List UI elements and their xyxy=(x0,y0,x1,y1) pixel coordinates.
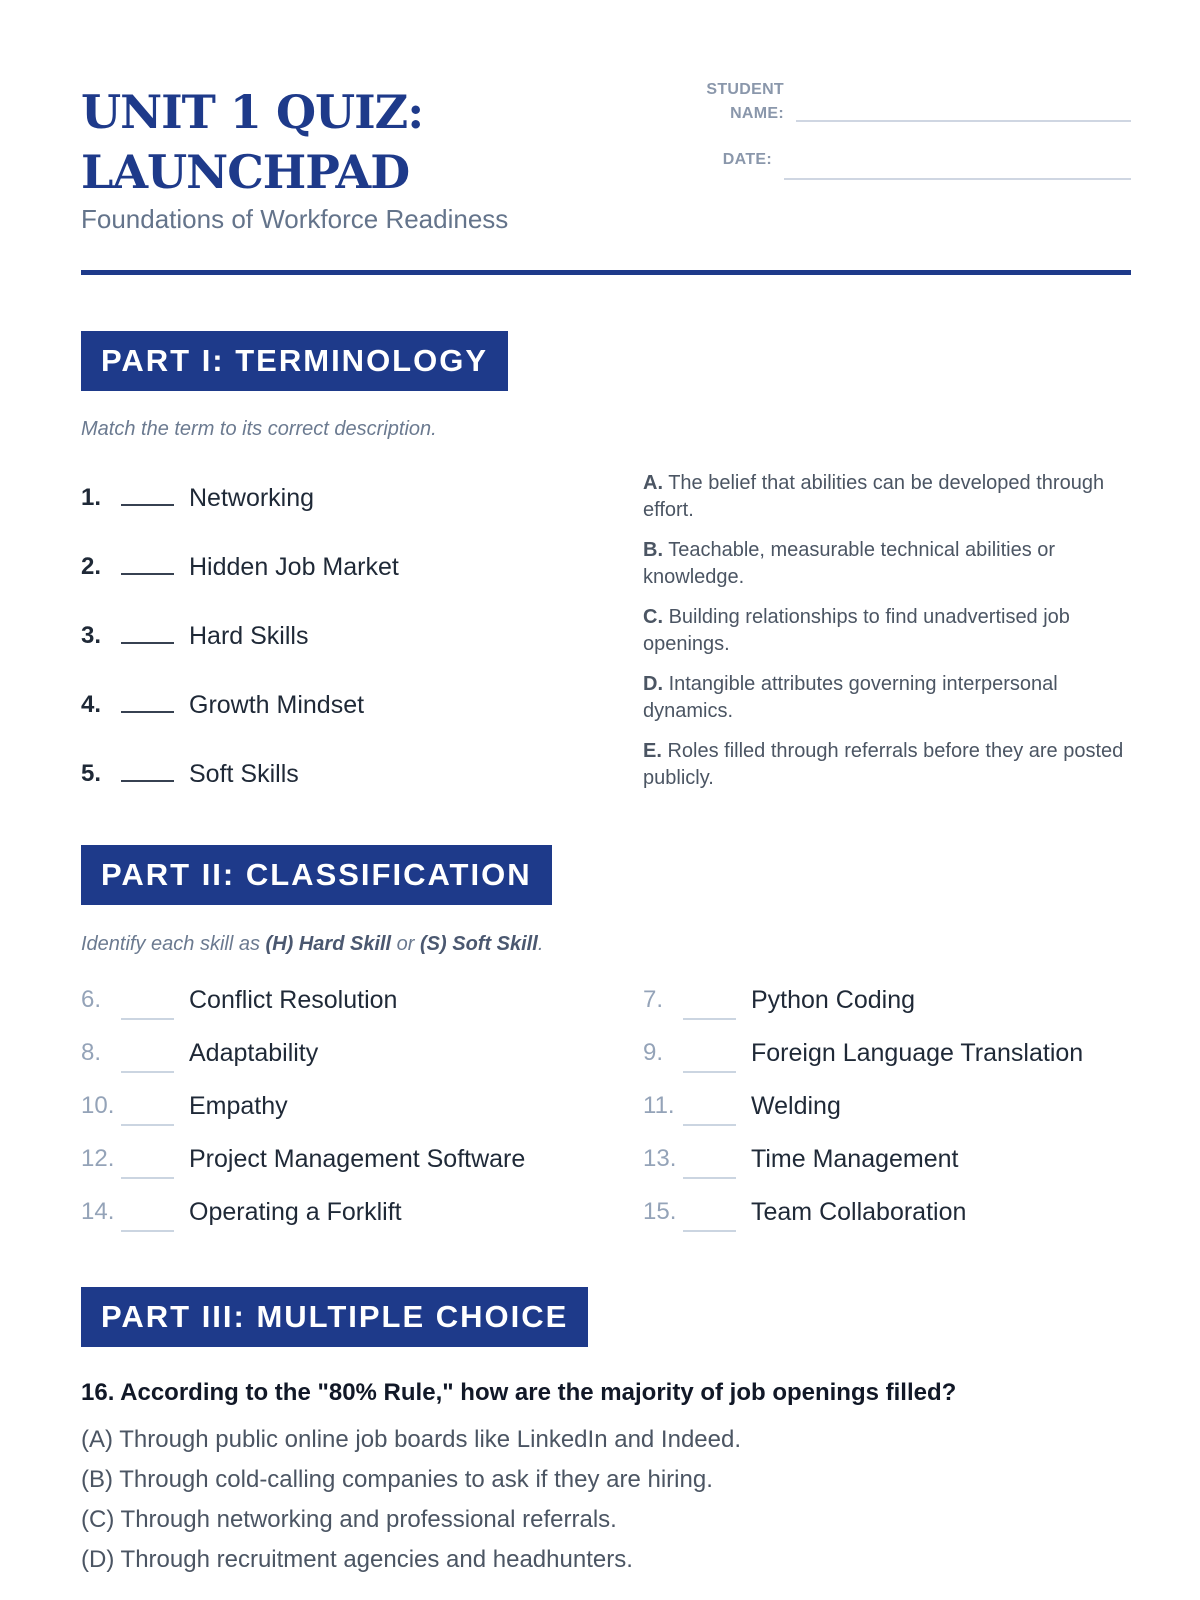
term-label: Hard Skills xyxy=(189,622,309,650)
quiz-title xyxy=(81,82,701,202)
skill-row xyxy=(643,1198,1123,1238)
date-label: DATE: xyxy=(722,151,772,168)
skill-label: Foreign Language Translation xyxy=(751,1039,1084,1067)
term-answer-blank[interactable] xyxy=(121,711,174,713)
instruction-prefix: Identify each skill as xyxy=(81,933,266,955)
skill-row xyxy=(81,1039,561,1079)
term-row xyxy=(81,618,601,658)
definition-text: Intangible attributes governing interpersonal dynamics. xyxy=(643,673,1058,722)
term-answer-blank[interactable] xyxy=(121,780,174,782)
question-16: 16. According to the "80% Rule," how are the majority of job openings filled? xyxy=(81,1379,957,1406)
term-label: Hidden Job Market xyxy=(189,553,399,581)
answer-option[interactable]: (D) Through recruitment agencies and headhunters. xyxy=(81,1546,633,1573)
skill-label: Welding xyxy=(751,1092,841,1120)
skill-number: 11. xyxy=(643,1092,675,1119)
term-row xyxy=(81,549,601,589)
skill-answer-blank[interactable] xyxy=(121,1124,174,1126)
skill-row xyxy=(643,986,1123,1026)
skill-label: Team Collaboration xyxy=(751,1198,967,1226)
skill-number: 8. xyxy=(81,1039,102,1066)
term-row xyxy=(81,480,601,520)
skill-number: 7. xyxy=(643,986,664,1013)
term-number: 3. xyxy=(81,622,102,649)
skill-label: Time Management xyxy=(751,1145,959,1173)
definition-item xyxy=(643,604,1131,658)
skill-row xyxy=(81,1092,561,1132)
definition-item xyxy=(643,738,1131,792)
definition-item xyxy=(643,671,1131,725)
answer-option[interactable]: (A) Through public online job boards like LinkedIn and Indeed. xyxy=(81,1426,741,1453)
term-answer-blank[interactable] xyxy=(121,504,174,506)
definition-text: Teachable, measurable technical abilities or knowledge. xyxy=(643,539,1056,588)
skill-label: Python Coding xyxy=(751,986,916,1014)
term-row xyxy=(81,687,601,727)
definition-letter: B. xyxy=(643,539,663,561)
answer-option[interactable]: (B) Through cold-calling companies to ask if they are hiring. xyxy=(81,1466,713,1493)
header-divider xyxy=(81,270,1131,275)
term-number: 4. xyxy=(81,691,102,718)
title-line-2: LAUNCHPAD xyxy=(81,145,410,199)
skill-label: Adaptability xyxy=(189,1039,319,1067)
instruction-or: or xyxy=(391,933,421,955)
part2-heading: PART II: CLASSIFICATION xyxy=(81,845,552,905)
quiz-subtitle: Foundations of Workforce Readiness xyxy=(81,204,509,234)
answer-option[interactable]: (C) Through networking and professional referrals. xyxy=(81,1506,617,1533)
term-number: 1. xyxy=(81,484,102,511)
part1-instruction: Match the term to its correct description. xyxy=(81,418,437,440)
skill-number: 9. xyxy=(643,1039,664,1066)
definition-letter: D. xyxy=(643,673,663,695)
definition-letter: C. xyxy=(643,606,663,628)
skill-answer-blank[interactable] xyxy=(121,1177,174,1179)
definition-letter: E. xyxy=(643,740,662,762)
skill-number: 10. xyxy=(81,1092,115,1119)
skill-label: Operating a Forklift xyxy=(189,1198,402,1226)
skill-label: Project Management Software xyxy=(189,1145,526,1173)
definition-text: Building relationships to find unadvertised job openings. xyxy=(643,606,1070,655)
skill-row xyxy=(81,1145,561,1185)
title-line-1: UNIT 1 QUIZ: xyxy=(81,85,424,139)
term-label: Soft Skills xyxy=(189,760,299,788)
skill-answer-blank[interactable] xyxy=(683,1071,736,1073)
skill-label: Conflict Resolution xyxy=(189,986,398,1014)
skill-label: Empathy xyxy=(189,1092,288,1120)
skill-row xyxy=(81,986,561,1026)
term-label: Networking xyxy=(189,484,315,512)
student-name-label-line-1: STUDENT xyxy=(706,81,784,98)
term-answer-blank[interactable] xyxy=(121,573,174,575)
skill-answer-blank[interactable] xyxy=(683,1124,736,1126)
part2-instruction xyxy=(81,933,543,956)
definition-text: Roles filled through referrals before they are posted publicly. xyxy=(643,740,1124,789)
quiz-page xyxy=(81,0,1131,1600)
instruction-suffix: . xyxy=(537,933,544,955)
skill-answer-blank[interactable] xyxy=(683,1230,736,1232)
skill-row xyxy=(643,1039,1123,1079)
student-name-label-line-2: NAME: xyxy=(730,105,784,122)
date-field[interactable] xyxy=(784,178,1131,180)
definition-letter: A. xyxy=(643,472,663,494)
part1-heading: PART I: TERMINOLOGY xyxy=(81,331,508,391)
definition-item xyxy=(643,537,1131,591)
part3-heading: PART III: MULTIPLE CHOICE xyxy=(81,1287,588,1347)
skill-answer-blank[interactable] xyxy=(121,1018,174,1020)
term-label: Growth Mindset xyxy=(189,691,365,719)
skill-number: 13. xyxy=(643,1145,677,1172)
skill-answer-blank[interactable] xyxy=(683,1018,736,1020)
skill-answer-blank[interactable] xyxy=(121,1230,174,1232)
student-name-field[interactable] xyxy=(796,120,1131,122)
skill-row xyxy=(643,1145,1123,1185)
skill-number: 14. xyxy=(81,1198,115,1225)
skill-row xyxy=(81,1198,561,1238)
skill-number: 6. xyxy=(81,986,102,1013)
hard-skill-label: (H) Hard Skill xyxy=(265,933,392,955)
term-number: 5. xyxy=(81,760,102,787)
term-row xyxy=(81,756,601,796)
skill-answer-blank[interactable] xyxy=(683,1177,736,1179)
term-answer-blank[interactable] xyxy=(121,642,174,644)
term-number: 2. xyxy=(81,553,102,580)
student-name-label xyxy=(681,78,784,126)
skill-answer-blank[interactable] xyxy=(121,1071,174,1073)
skill-row xyxy=(643,1092,1123,1132)
soft-skill-label: (S) Soft Skill xyxy=(420,933,538,955)
definition-text: The belief that abilities can be developed through effort. xyxy=(643,472,1105,521)
skill-number: 15. xyxy=(643,1198,677,1225)
definition-item xyxy=(643,470,1131,524)
skill-number: 12. xyxy=(81,1145,115,1172)
